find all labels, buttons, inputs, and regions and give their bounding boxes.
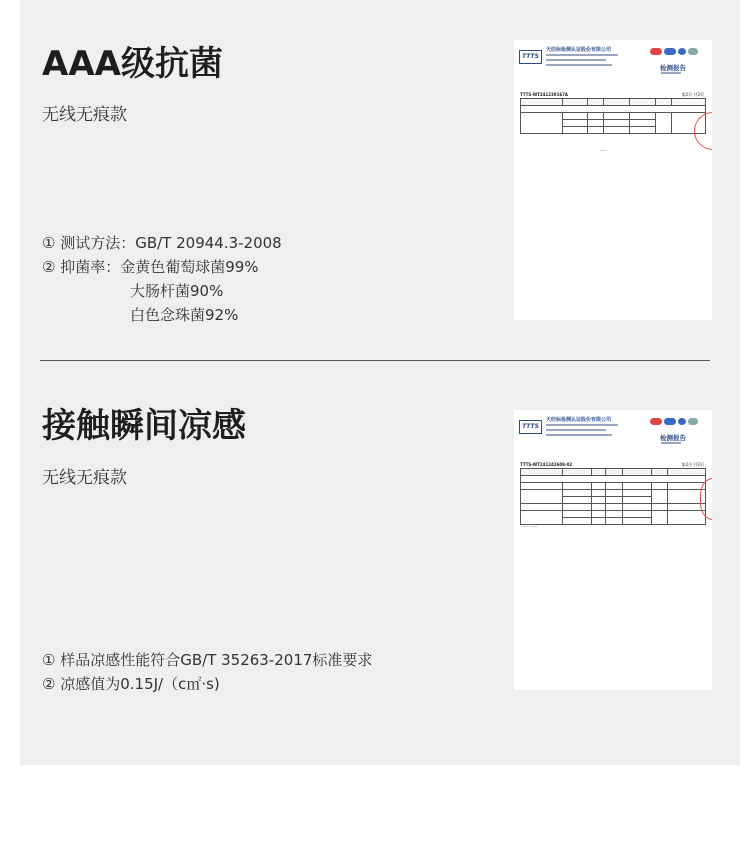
report-company-line xyxy=(546,54,618,56)
cert-mark-icon xyxy=(678,418,686,425)
section-subtitle: 无线无痕款 xyxy=(42,105,127,125)
report-header xyxy=(518,414,708,454)
report-footnote: —— —— xyxy=(522,524,538,528)
report-company-line xyxy=(546,434,612,436)
report-company-line xyxy=(546,424,618,426)
cert-mark-icon xyxy=(678,48,686,55)
section-title-antibacterial: AAA级抗菌 xyxy=(42,44,223,84)
report-end-mark: —— xyxy=(600,148,607,152)
cert-mark-icon xyxy=(688,418,698,425)
spec-line-ecoli: 大肠杆菌90% xyxy=(130,282,224,300)
report-company-line xyxy=(546,64,612,66)
report-title: 检测报告 xyxy=(660,434,686,442)
report-header xyxy=(518,44,708,84)
certification-marks xyxy=(650,418,700,426)
report-number: TTTS-WT241230167A xyxy=(520,92,569,97)
report-company-line xyxy=(546,59,606,61)
report-table xyxy=(520,98,706,134)
spec-line-standard: ① 样品凉感性能符合GB/T 35263-2017标准要求 xyxy=(42,651,373,669)
test-report-cooling xyxy=(514,410,712,690)
report-logo: TTTS xyxy=(519,420,542,434)
cert-mark-icon xyxy=(664,48,676,55)
report-title-en-line xyxy=(661,442,681,444)
test-report-antibacterial xyxy=(514,40,712,320)
report-company-line xyxy=(546,429,606,431)
report-number: TTTS-WT241242608-02 xyxy=(520,462,573,467)
report-company: 天纺标检测认证股份有限公司 xyxy=(546,47,612,53)
section-title-cooling: 接触瞬间凉感 xyxy=(42,406,246,446)
report-page: 第2页 共2页 xyxy=(681,462,704,467)
report-company: 天纺标检测认证股份有限公司 xyxy=(546,417,612,423)
spec-line-cooling-value: ② 凉感值为0.15J/（c㎡·s) xyxy=(42,675,220,693)
report-title: 检测报告 xyxy=(660,64,686,72)
report-page: 第2页 共2页 xyxy=(681,92,704,97)
section-divider xyxy=(40,360,710,361)
cert-mark-icon xyxy=(688,48,698,55)
certification-marks xyxy=(650,48,700,56)
cert-mark-icon xyxy=(650,418,662,425)
cert-mark-icon xyxy=(650,48,662,55)
spec-line-candida: 白色念珠菌92% xyxy=(130,306,239,324)
spec-line-method: ① 测试方法：GB/T 20944.3-2008 xyxy=(42,234,282,252)
report-logo: TTTS xyxy=(519,50,542,64)
section-subtitle: 无线无痕款 xyxy=(42,468,127,488)
report-table xyxy=(520,468,706,525)
cert-mark-icon xyxy=(664,418,676,425)
report-title-en-line xyxy=(661,72,681,74)
spec-line-rate: ② 抑菌率：金黄色葡萄球菌99% xyxy=(42,258,259,276)
